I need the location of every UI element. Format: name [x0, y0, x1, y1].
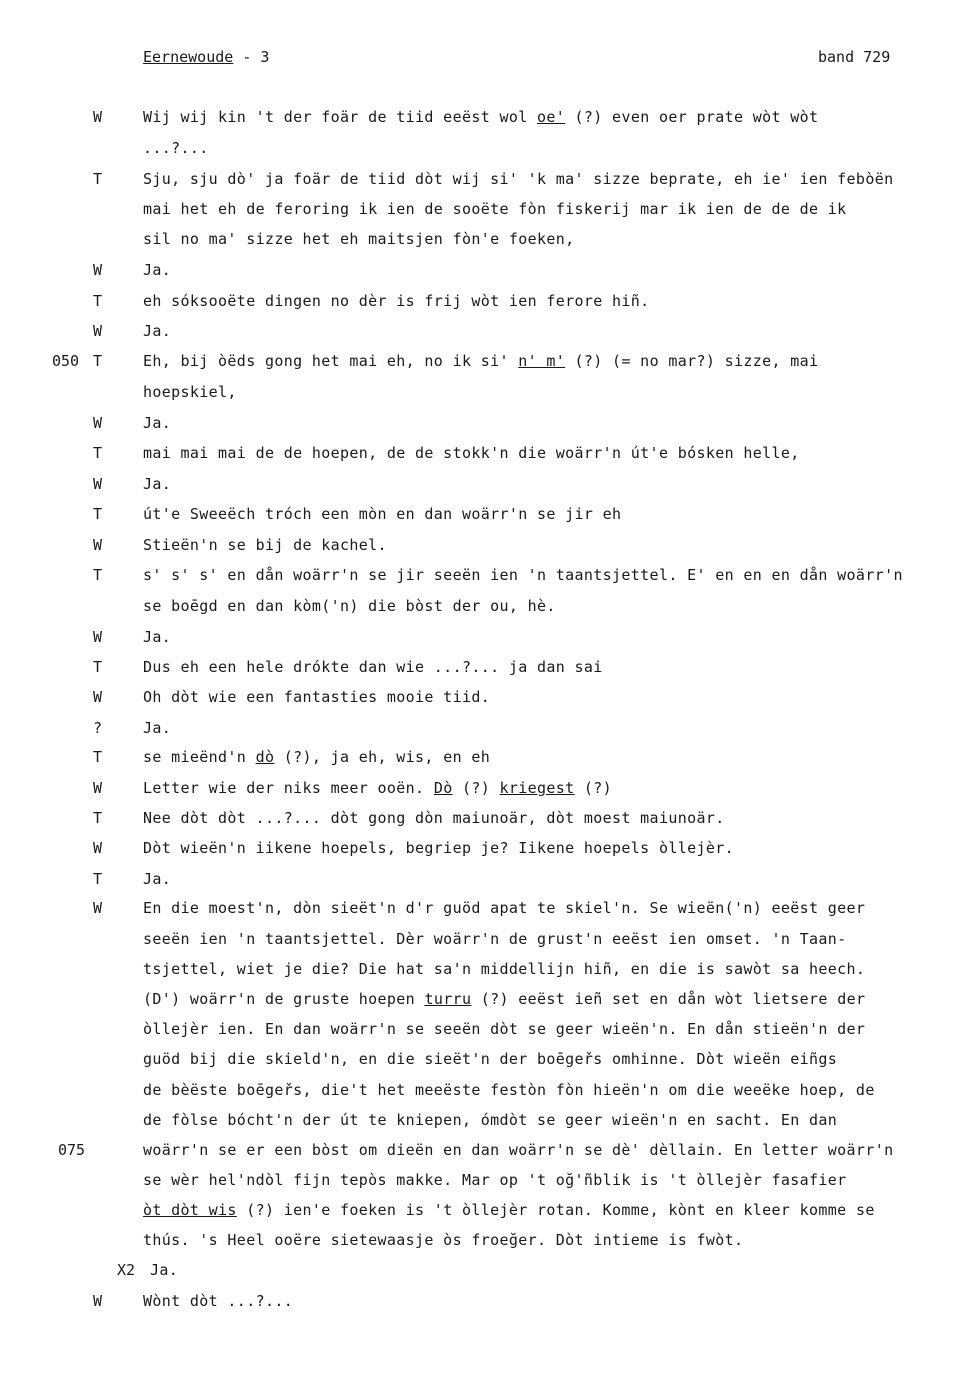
- line-number: 075: [58, 1141, 86, 1159]
- line-text: Dòt wieën'n iikene hoepels, begriep je? Iikene hoepels òllejèr.: [143, 839, 734, 857]
- transcript-line: [0, 748, 973, 772]
- transcript-line: [0, 230, 973, 254]
- speaker-label: X2: [117, 1261, 136, 1279]
- transcript-line: [0, 960, 973, 984]
- speaker-label: T: [93, 809, 103, 827]
- transcript-line: [0, 108, 973, 132]
- speaker-label: T: [93, 566, 103, 584]
- transcript-line: [0, 658, 973, 682]
- transcript-line: [0, 139, 973, 163]
- line-text: de bèëste boēgeřs, die't het meeëste festòn fòn hieën'n om die weeëke hoep, de: [143, 1081, 875, 1099]
- line-text: Letter wie der niks meer ooën. Dò (?) kriegest (?): [143, 779, 613, 797]
- transcript-line: [0, 809, 973, 833]
- transcript-line: [0, 1020, 973, 1044]
- line-text: út'e Sweeëch tróch een mòn en dan woärr'n se jir eh: [143, 505, 622, 523]
- line-text: Ja.: [143, 475, 172, 493]
- line-text: mai het eh de feroring ik ien de sooëte fòn fiskerij mar ik ien de de de ik: [143, 200, 847, 218]
- speaker-label: W: [93, 536, 103, 554]
- line-text: seeën ien 'n taantsjettel. Dèr woärr'n de grust'n eeëst ien omset. 'n Taan-: [143, 930, 847, 948]
- transcript-line: [0, 1292, 973, 1316]
- transcript-line: [0, 383, 973, 407]
- transcript-line: [0, 899, 973, 923]
- transcript-line: [0, 1261, 973, 1285]
- line-text: Ja.: [150, 1261, 179, 1279]
- line-text: Ja.: [143, 414, 172, 432]
- line-text: de fòlse bócht'n der út te kniepen, ómdòt se geer wieën'n en sacht. En dan: [143, 1111, 838, 1129]
- transcript-line: [0, 597, 973, 621]
- speaker-label: W: [93, 628, 103, 646]
- speaker-label: T: [93, 352, 103, 370]
- transcript-line: [0, 200, 973, 224]
- line-text: Sju, sju dò' ja foär de tiid dòt wij si' 'k ma' sizze beprate, eh ie' ien febòën: [143, 170, 894, 188]
- place-name: Eernewoude: [143, 48, 234, 66]
- transcript-line: [0, 322, 973, 346]
- line-text: mai mai mai de de hoepen, de de stokk'n die woärr'n út'e bósken helle,: [143, 444, 800, 462]
- line-text: Ja.: [143, 261, 172, 279]
- transcript-line: [0, 475, 973, 499]
- line-text: Nee dòt dòt ...?... dòt gong dòn maiunoär, dòt moest maiunoär.: [143, 809, 725, 827]
- speaker-label: ?: [93, 719, 103, 737]
- line-text: se mieënd'n dò (?), ja eh, wis, en eh: [143, 748, 491, 766]
- speaker-label: T: [93, 658, 103, 676]
- line-text: Wij wij kin 't der foär de tiid eeëst wol oe' (?) even oer prate wòt wòt: [143, 108, 819, 126]
- line-text: sil no ma' sizze het eh maitsjen fòn'e foeken,: [143, 230, 575, 248]
- line-text: (D') woärr'n de gruste hoepen turru (?) eeëst ieñ set en dån wòt lietsere der: [143, 990, 866, 1008]
- speaker-label: W: [93, 414, 103, 432]
- line-text: ...?...: [143, 139, 209, 157]
- transcript-line: [0, 536, 973, 560]
- line-text: Eh, bij òëds gong het mai eh, no ik si' n' m' (?) (= no mar?) sizze, mai: [143, 352, 819, 370]
- speaker-label: T: [93, 870, 103, 888]
- transcript-line: [0, 444, 973, 468]
- transcript-line: [0, 505, 973, 529]
- speaker-label: W: [93, 261, 103, 279]
- line-text: En die moest'n, dòn sieët'n d'r guöd apat te skiel'n. Se wieën('n) eeëst geer: [143, 899, 866, 917]
- line-text: Ja.: [143, 628, 172, 646]
- line-text: Ja.: [143, 322, 172, 340]
- transcript-line: [0, 719, 973, 743]
- line-text: woärr'n se er een bòst om dieën en dan woärr'n se dè' dèllain. En letter woärr'n: [143, 1141, 894, 1159]
- speaker-label: W: [93, 108, 103, 126]
- speaker-label: T: [93, 505, 103, 523]
- line-text: Ja.: [143, 719, 172, 737]
- page-number: - 3: [233, 48, 270, 66]
- line-text: tsjettel, wiet je die? Die hat sa'n middellijn hiñ, en die is sawòt sa heech.: [143, 960, 866, 978]
- transcript-line: [0, 1201, 973, 1225]
- transcript-line: [0, 688, 973, 712]
- speaker-label: T: [93, 170, 103, 188]
- speaker-label: T: [93, 748, 103, 766]
- speaker-label: W: [93, 322, 103, 340]
- line-text: òt dòt wis (?) ien'e foeken is 't òllejèr rotan. Komme, kònt en kleer komme se: [143, 1201, 875, 1219]
- transcript-line: [0, 1081, 973, 1105]
- transcript-line: [0, 1050, 973, 1074]
- line-text: Wònt dòt ...?...: [143, 1292, 294, 1310]
- transcript-line: [0, 292, 973, 316]
- transcript-line: [0, 779, 973, 803]
- speaker-label: W: [93, 475, 103, 493]
- transcript-line: [0, 352, 973, 376]
- transcript-line: [0, 990, 973, 1014]
- line-text: Stieën'n se bij de kachel.: [143, 536, 387, 554]
- line-text: se wèr hel'ndòl fijn tepòs makke. Mar op 't oğ'ñblik is 't òllejèr fasafier: [143, 1171, 847, 1189]
- line-text: guöd bij die skield'n, en die sieët'n der boēgeřs omhinne. Dòt wieën eiñgs: [143, 1050, 838, 1068]
- speaker-label: T: [93, 292, 103, 310]
- line-text: Oh dòt wie een fantasties mooie tiid.: [143, 688, 491, 706]
- transcript-line: [0, 930, 973, 954]
- speaker-label: T: [93, 444, 103, 462]
- line-text: òllejèr ien. En dan woärr'n se seeën dòt se geer wieën'n. En dån stieën'n der: [143, 1020, 866, 1038]
- line-text: Dus eh een hele drókte dan wie ...?... ja dan sai: [143, 658, 603, 676]
- transcript-line: [0, 1171, 973, 1195]
- speaker-label: W: [93, 899, 103, 917]
- line-text: eh sóksooëte dingen no dèr is frij wòt ien ferore hiñ.: [143, 292, 650, 310]
- speaker-label: W: [93, 779, 103, 797]
- line-text: thús. 's Heel ooëre sietewaasje òs froeğer. Dòt intieme is fwòt.: [143, 1231, 744, 1249]
- line-number: 050: [52, 352, 80, 370]
- speaker-label: W: [93, 839, 103, 857]
- transcript-line: [0, 628, 973, 652]
- line-text: se boēgd en dan kòm('n) die bòst der ou, hè.: [143, 597, 556, 615]
- transcript-line: [0, 1231, 973, 1255]
- transcript-line: [0, 414, 973, 438]
- transcript-line: [0, 566, 973, 590]
- speaker-label: W: [93, 1292, 103, 1310]
- line-text: s' s' s' en dån woärr'n se jir seeën ien 'n taantsjettel. E' en en en dån woärr'n: [143, 566, 903, 584]
- line-text: hoepskiel,: [143, 383, 237, 401]
- transcript-line: [0, 839, 973, 863]
- band-label: band 729: [818, 48, 891, 66]
- line-text: Ja.: [143, 870, 172, 888]
- transcript-line: [0, 870, 973, 894]
- transcript-line: [0, 1111, 973, 1135]
- transcript-line: [0, 261, 973, 285]
- page-header-title: [143, 48, 269, 66]
- transcript-line: [0, 1141, 973, 1165]
- speaker-label: W: [93, 688, 103, 706]
- transcript-line: [0, 170, 973, 194]
